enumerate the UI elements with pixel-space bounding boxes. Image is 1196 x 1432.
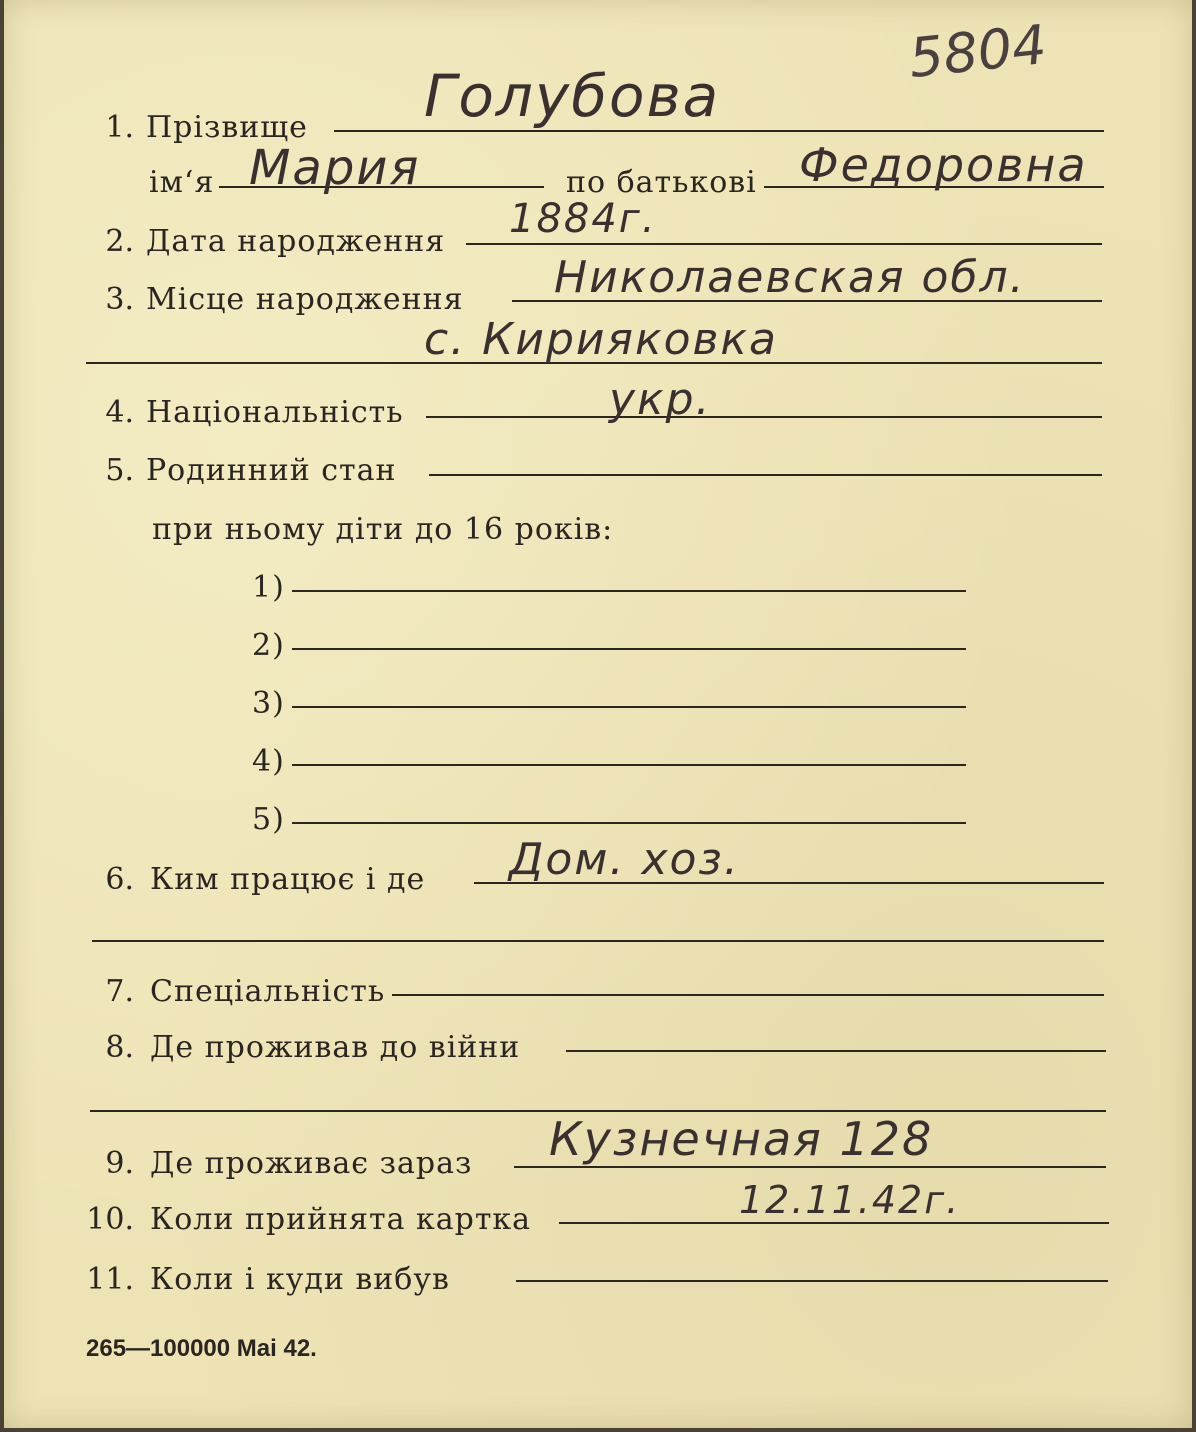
specialty-line	[392, 994, 1104, 996]
specialty-label: Спеціальність	[150, 974, 386, 1009]
field-number: 11.	[86, 1262, 134, 1297]
children-label: при ньому діти до 16 років:	[152, 512, 614, 547]
birth-place-value-2: с. Кирияковка	[424, 314, 778, 365]
registration-card	[4, 0, 1192, 1428]
current-residence-value: Кузнечная 128	[549, 1112, 934, 1166]
nationality-line	[426, 416, 1102, 418]
marital-status-label: Родинний стан	[146, 453, 397, 488]
child-2-label: 2)	[252, 628, 285, 663]
current-residence-label: Де проживає зараз	[150, 1146, 473, 1181]
child-3-line	[292, 706, 966, 708]
card-number-stamp: 5804	[906, 12, 1050, 91]
nationality-label: Національність	[146, 395, 404, 430]
field-number: 1.	[105, 110, 134, 145]
current-residence-line	[514, 1166, 1106, 1168]
surname-value: Голубова	[424, 62, 721, 130]
field-number: 3.	[105, 282, 134, 317]
nationality-value: укр.	[609, 374, 712, 425]
first-name-label: ім‘я	[149, 165, 215, 200]
birth-date-value: 1884г.	[509, 196, 657, 242]
card-accepted-line	[559, 1222, 1109, 1224]
child-1-label: 1)	[252, 570, 285, 605]
child-4-line	[292, 764, 966, 766]
departure-line	[516, 1280, 1108, 1282]
birth-place-value: Николаевская обл.	[554, 252, 1026, 303]
child-5-line	[292, 822, 966, 824]
birth-date-label: Дата народження	[146, 224, 446, 259]
departure-label: Коли і куди вибув	[150, 1262, 450, 1297]
occupation-label: Ким працює і де	[150, 862, 426, 897]
field-number: 7.	[105, 974, 134, 1009]
first-name-value: Мария	[249, 140, 421, 196]
field-number: 6.	[105, 862, 134, 897]
child-3-label: 3)	[252, 686, 285, 721]
field-number: 4.	[105, 395, 134, 430]
field-number: 10.	[86, 1202, 134, 1237]
child-1-line	[292, 590, 966, 592]
card-accepted-label: Коли прийнята картка	[150, 1202, 532, 1237]
prewar-residence-line	[566, 1050, 1106, 1052]
birth-place-label: Місце народження	[146, 282, 464, 317]
prewar-residence-label: Де проживав до війни	[150, 1030, 521, 1065]
card-accepted-value: 12.11.42г.	[739, 1178, 961, 1222]
field-number: 2.	[105, 224, 134, 259]
surname-line	[334, 130, 1104, 132]
birth-date-line	[466, 243, 1102, 245]
patronymic-value: Федоровна	[799, 138, 1088, 192]
field-number: 5.	[105, 453, 134, 488]
marital-status-line	[429, 474, 1102, 476]
field-number: 8.	[105, 1030, 134, 1065]
child-2-line	[292, 648, 966, 650]
print-code: 265—100000 Mai 42.	[86, 1335, 317, 1362]
patronymic-label: по батькові	[566, 165, 757, 200]
occupation-value: Дом. хоз.	[509, 834, 740, 885]
surname-label: Прізвище	[146, 110, 308, 145]
field-number: 9.	[105, 1146, 134, 1181]
child-5-label: 5)	[252, 802, 285, 837]
occupation-line-2	[92, 940, 1104, 942]
child-4-label: 4)	[252, 744, 285, 779]
